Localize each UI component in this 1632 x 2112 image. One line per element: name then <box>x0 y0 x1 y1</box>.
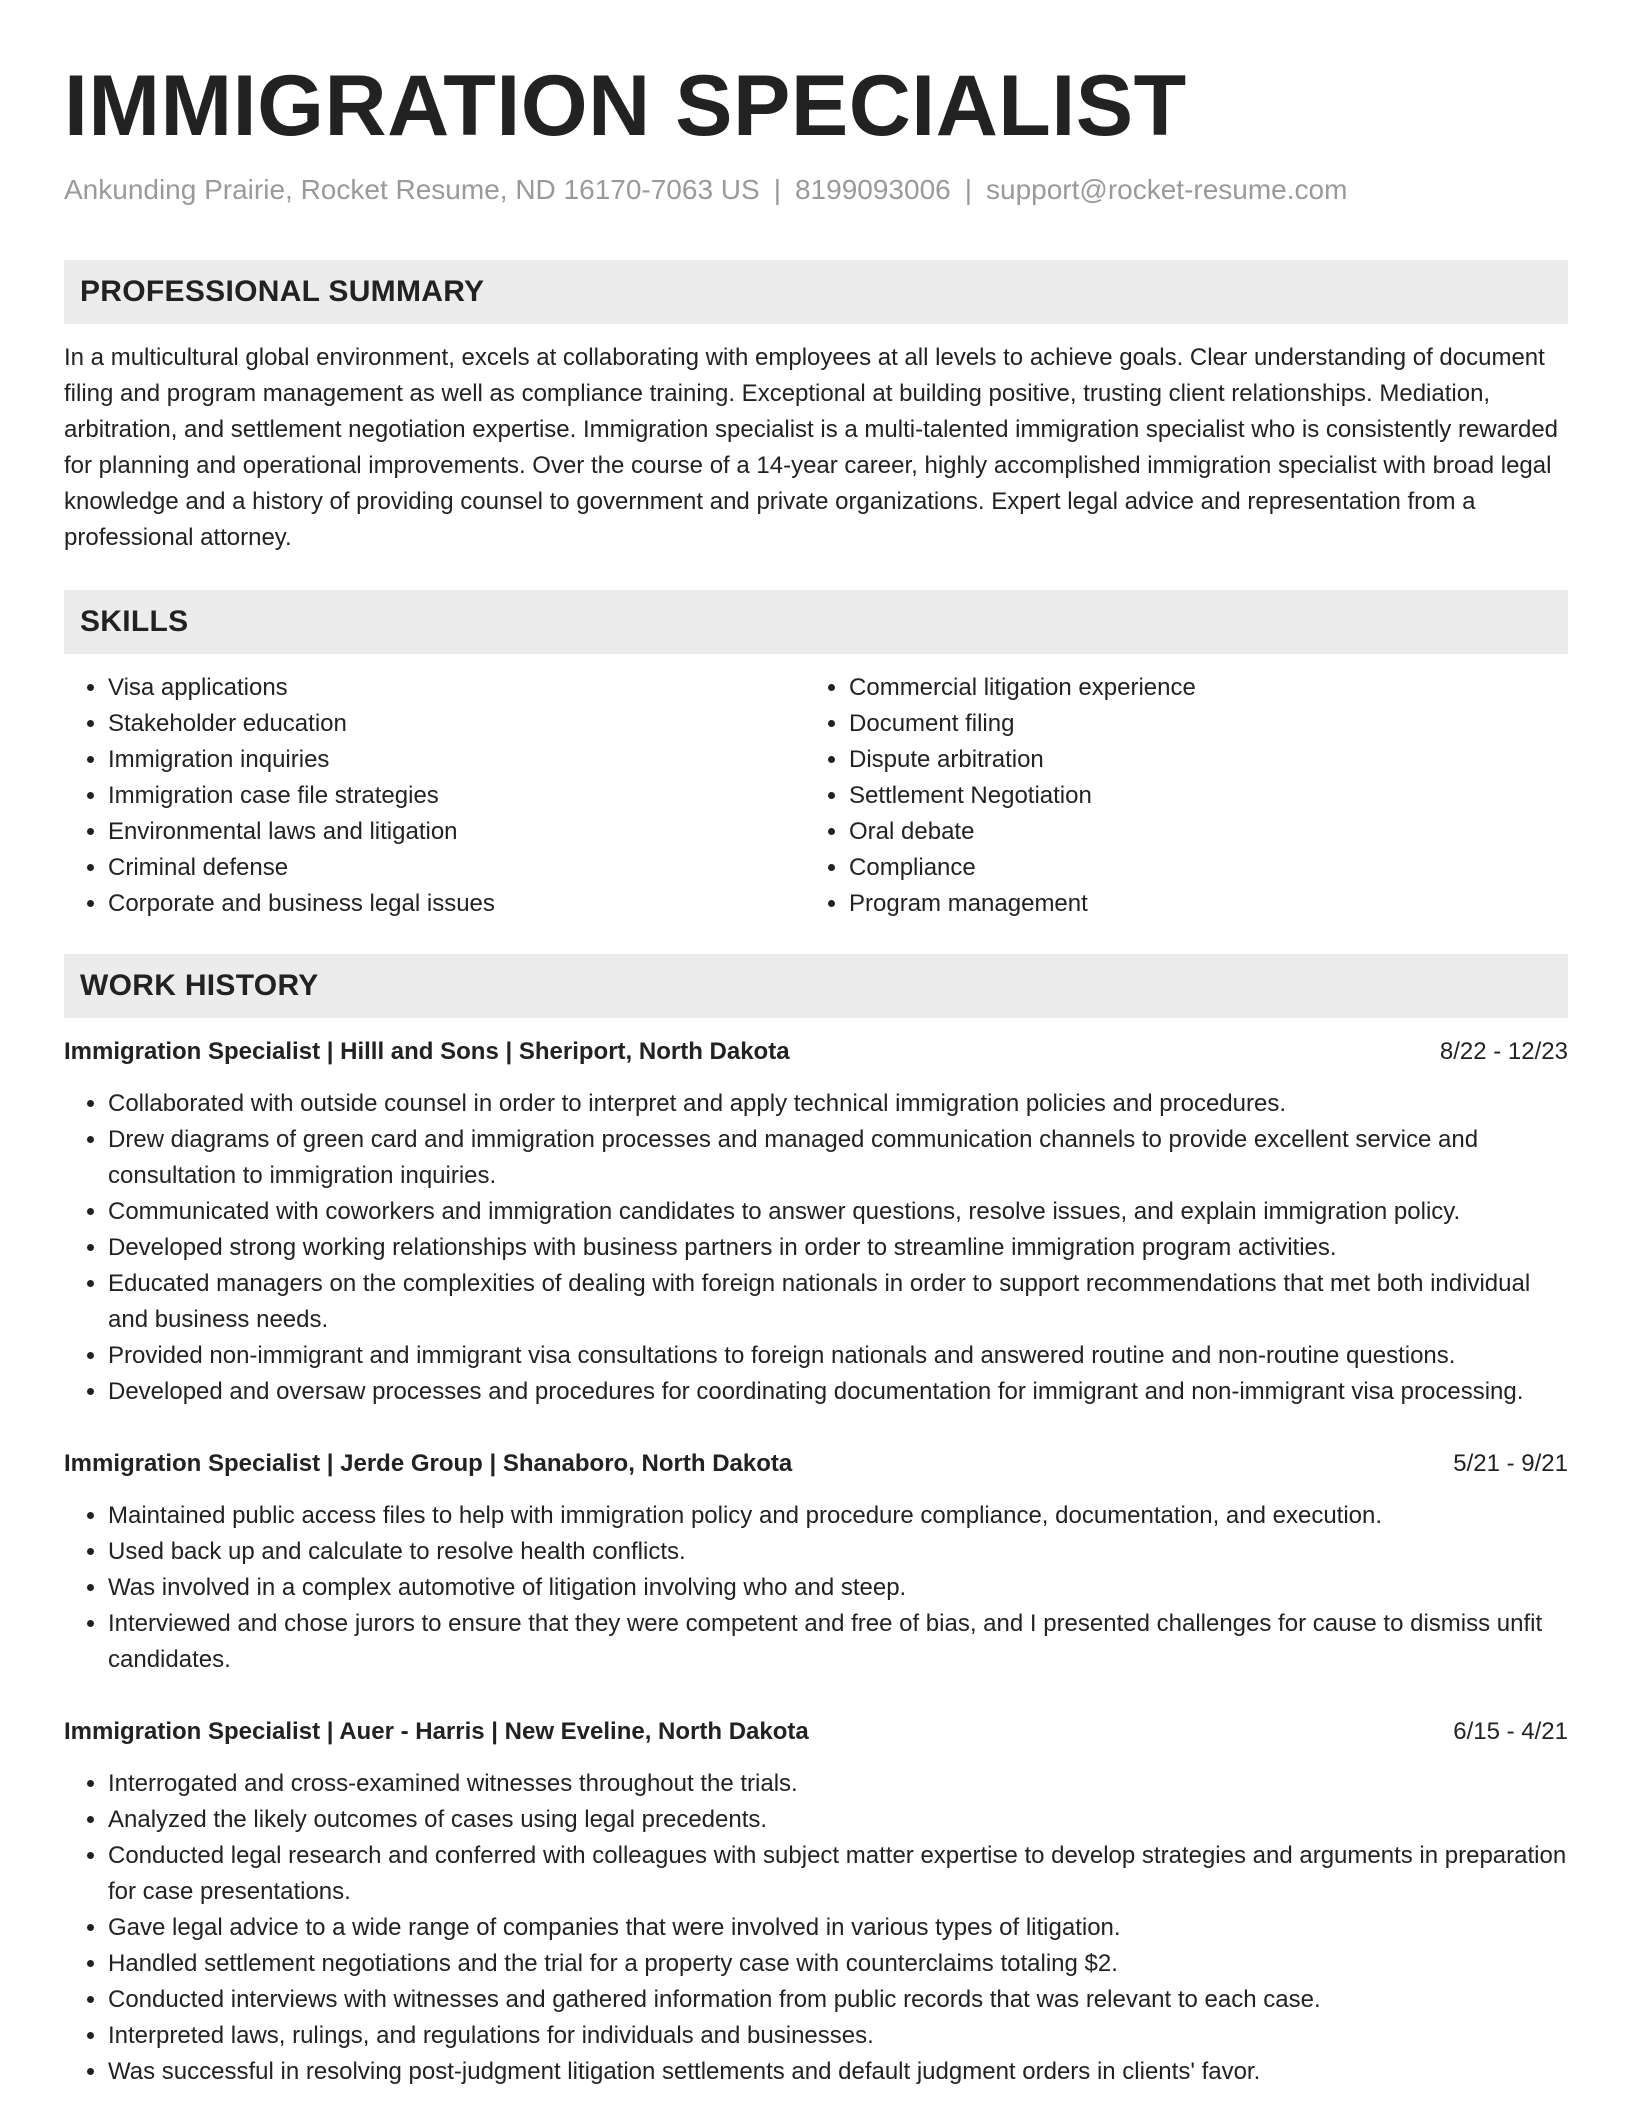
contact-email: support@rocket-resume.com <box>986 174 1348 205</box>
job-bullet: • Developed strong working relationships with business partners in order to streamline immigration program activities. <box>108 1230 1568 1266</box>
skill-item: • Stakeholder education <box>108 706 805 742</box>
section-header-skills: SKILLS <box>64 590 1568 654</box>
skill-item: • Immigration case file strategies <box>108 778 805 814</box>
skills-column-left <box>64 670 805 922</box>
job-entry <box>64 1714 1568 2090</box>
job-bullet: • Conducted interviews with witnesses and gathered information from public records that was relevant to each case. <box>108 1982 1568 2018</box>
job-bullet: • Used back up and calculate to resolve health conflicts. <box>108 1534 1568 1570</box>
job-bullets <box>64 1766 1568 2090</box>
job-bullet: • Interrogated and cross-examined witnesses throughout the trials. <box>108 1766 1568 1802</box>
job-dates: 5/21 - 9/21 <box>1453 1450 1568 1477</box>
skill-item: • Oral debate <box>849 814 1568 850</box>
summary-text: In a multicultural global environment, excels at collaborating with employees at all levels to achieve goals. Clear understanding of document filing and program management as well as compliance training. Exceptional at building positive, trusting client relationships. Mediation, arbitration, and settlement negotiation expertise. Immigration specialist is a multi-talented immigration specialist who is consistently rewarded for planning and operational improvements. Over the course of a 14-year career, highly accomplished immigration specialist with broad legal knowledge and a history of providing counsel to government and private organizations. Expert legal advice and representation from a professional attorney. <box>64 344 1559 551</box>
skill-item: • Commercial litigation experience <box>849 670 1568 706</box>
skill-item: • Corporate and business legal issues <box>108 886 805 922</box>
job-bullet: • Drew diagrams of green card and immigration processes and managed communication channels to provide excellent service and consultation to immigration inquiries. <box>108 1122 1568 1194</box>
job-header <box>64 1034 1568 1070</box>
contact-address: Ankunding Prairie, Rocket Resume, ND 16170-7063 US <box>64 174 760 205</box>
job-bullet: • Communicated with coworkers and immigration candidates to answer questions, resolve issues, and explain immigration policy. <box>108 1194 1568 1230</box>
job-entry <box>64 1034 1568 1410</box>
job-bullet: • Interviewed and chose jurors to ensure that they were competent and free of bias, and I presented challenges for cause to dismiss unfit candidates. <box>108 1606 1568 1678</box>
skill-item: • Dispute arbitration <box>849 742 1568 778</box>
contact-separator: | <box>964 174 972 205</box>
job-bullet: • Handled settlement negotiations and the trial for a property case with counterclaims totaling $2. <box>108 1946 1568 1982</box>
job-header <box>64 1714 1568 1750</box>
job-bullet: • Interpreted laws, rulings, and regulations for individuals and businesses. <box>108 2018 1568 2054</box>
job-title: Immigration Specialist | Jerde Group | Shanaboro, North Dakota <box>64 1450 793 1477</box>
skills-list <box>64 670 1568 922</box>
job-bullet: • Provided non-immigrant and immigrant visa consultations to foreign nationals and answered routine and non-routine questions. <box>108 1338 1568 1374</box>
skill-item: • Settlement Negotiation <box>849 778 1568 814</box>
resume-page <box>64 0 1568 2090</box>
skill-item: • Visa applications <box>108 670 805 706</box>
job-bullet: • Maintained public access files to help with immigration policy and procedure compliance, documentation, and execution. <box>108 1498 1568 1534</box>
skill-item: • Immigration inquiries <box>108 742 805 778</box>
contact-phone: 8199093006 <box>794 174 951 205</box>
job-bullet: • Collaborated with outside counsel in order to interpret and apply technical immigration policies and procedures. <box>108 1086 1568 1122</box>
job-bullet: • Was successful in resolving post-judgment litigation settlements and default judgment orders in clients' favor. <box>108 2054 1568 2090</box>
job-dates: 8/22 - 12/23 <box>1439 1038 1568 1065</box>
contact-separator: | <box>773 174 781 205</box>
job-bullet: • Educated managers on the complexities of dealing with foreign nationals in order to support recommendations that met both individual and business needs. <box>108 1266 1568 1338</box>
skill-item: • Program management <box>849 886 1568 922</box>
job-dates: 6/15 - 4/21 <box>1453 1718 1568 1745</box>
job-bullet: • Analyzed the likely outcomes of cases using legal precedents. <box>108 1802 1568 1838</box>
skill-item: • Document filing <box>849 706 1568 742</box>
job-bullet: • Conducted legal research and conferred with colleagues with subject matter expertise to develop strategies and arguments in preparation for case presentations. <box>108 1838 1568 1910</box>
job-bullets <box>64 1498 1568 1678</box>
section-header-summary: PROFESSIONAL SUMMARY <box>64 260 1568 324</box>
section-header-work-history: WORK HISTORY <box>64 954 1568 1018</box>
job-title: Immigration Specialist | Auer - Harris | New Eveline, North Dakota <box>64 1718 809 1745</box>
job-header <box>64 1446 1568 1482</box>
job-bullet: • Gave legal advice to a wide range of companies that were involved in various types of litigation. <box>108 1910 1568 1946</box>
skills-column-right <box>805 670 1568 922</box>
skill-item: • Compliance <box>849 850 1568 886</box>
skill-item: • Criminal defense <box>108 850 805 886</box>
skill-item: • Environmental laws and litigation <box>108 814 805 850</box>
job-title: Immigration Specialist | Hilll and Sons | Sheriport, North Dakota <box>64 1038 790 1065</box>
job-entry <box>64 1446 1568 1678</box>
job-bullet: • Developed and oversaw processes and procedures for coordinating documentation for immigrant and non-immigrant visa processing. <box>108 1374 1568 1410</box>
contact-line <box>64 172 1568 208</box>
resume-name: IMMIGRATION SPECIALIST <box>64 58 1187 154</box>
job-bullets <box>64 1086 1568 1410</box>
job-bullet: • Was involved in a complex automotive of litigation involving who and steep. <box>108 1570 1568 1606</box>
